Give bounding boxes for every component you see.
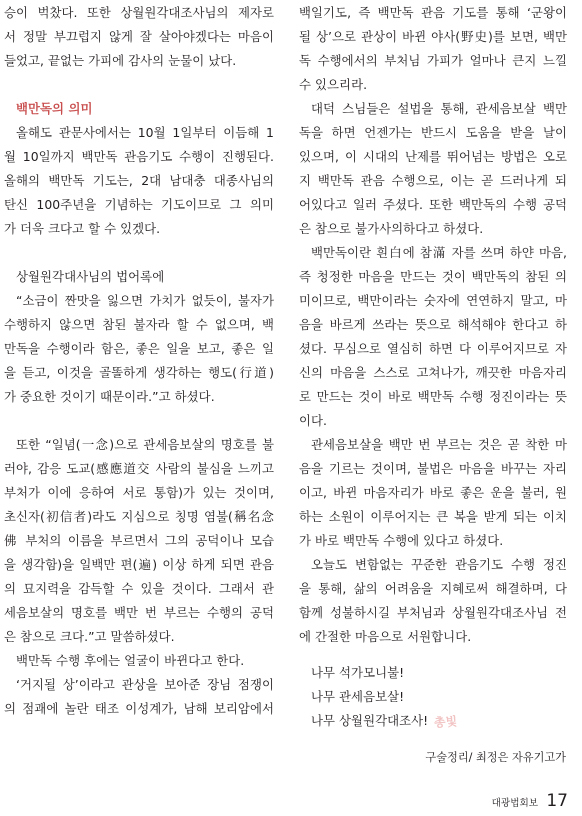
body-text-line: 대덕 스님들은 설법을 통해, 관세음보살 백만	[311, 101, 567, 116]
body-text-line: 함께 성불하시길 부처님과 상월원각대조사님 전	[299, 605, 567, 620]
body-text-line: 하는 소원이 이루어지는 큰 복을 받게 되는 이치	[299, 509, 567, 524]
body-text-line: 이고, 바뀐 마음자리가 바로 좋은 운을 불러, 원	[299, 485, 567, 500]
body-text-line: 상월원각대사님의 법어록에	[16, 269, 165, 284]
body-text-line: 로 만드는 것이 바로 백만독 수행 정진이라는 뜻	[299, 389, 567, 404]
body-text-line: 수행하지 않으면 참된 불자라 할 수 없으며, 백	[4, 317, 274, 332]
body-text-line: 을 듣고, 이것을 골똘하게 생각하는 행도(行道)	[4, 365, 274, 380]
body-text-line: 가 중요한 것이기 때문이라.”고 하셨다.	[4, 389, 215, 404]
body-text-line: 월 10일까지 백만독 관음기도 수행이 진행된다.	[4, 149, 274, 164]
body-text-line: 수 있으리라.	[299, 77, 368, 92]
body-text-line: 독을 하면 언젠가는 반드시 도움을 받을 날이	[299, 125, 567, 140]
body-text-line: 될 상’으로 관상이 바뀐 야사(野史)를 보면, 백만	[299, 29, 567, 44]
body-text-line: 또한 “일념(一念)으로 관세음보살의 명호를 불	[16, 437, 274, 452]
body-text-line: 은 참으로 불가사의하다고 하셨다.	[299, 221, 484, 236]
body-text-line: 에 간절한 마음으로 서원합니다.	[299, 629, 472, 644]
body-text-line: 있으며, 이 시대의 난제를 뛰어넘는 방법은 오로	[299, 149, 567, 164]
chant-line: 나무 석가모니불!	[311, 665, 405, 680]
body-text-line: 탄신 100주년을 기념하는 기도이므로 그 의미	[4, 197, 274, 212]
body-text-line: 백만독이란 흰白에 참滿 자를 쓰며 하얀 마음,	[311, 245, 567, 260]
chant-line: 나무 관세음보살!	[311, 689, 405, 704]
section-heading: 백만독의 의미	[16, 101, 93, 116]
chant-text: 나무 상월원각대조사!	[311, 713, 429, 728]
body-text-line: 서 정말 부끄럽지 않게 잘 살아야겠다는 마음이	[4, 29, 274, 44]
body-text-line: 세음보살의 명호를 백만 번 부르는 수행의 공덕	[4, 605, 274, 620]
body-text-line: 백만독 수행 후에는 얼굴이 바뀐다고 한다.	[16, 653, 245, 668]
page-number: 17	[546, 791, 568, 811]
body-text-line: 을 생각함)을 일백만 편(遍) 이상 하게 되면 관음	[4, 557, 274, 572]
body-text-line: 들었고, 끝없는 가피에 감사의 눈물이 났다.	[4, 53, 237, 68]
body-text-line: 의 묘지력을 감득할 수 있을 것이다. 그래서 관	[4, 581, 274, 596]
body-text-line: 셨다. 무심으로 열심히 하면 다 이루어지므로 자	[299, 341, 567, 356]
body-text-line: “소금이 짠맛을 잃으면 가치가 없듯이, 불자가	[16, 293, 274, 308]
body-text-line: 음을 기르는 것이며, 불법은 마음을 바꾸는 자리	[299, 461, 567, 476]
body-text-line: 백일기도, 즉 백만독 관음 기도를 통해 ‘군왕이	[299, 5, 567, 20]
body-text-line: 올해도 관문사에서는 10월 1일부터 이듬해 1	[16, 125, 274, 140]
chant-line	[299, 708, 567, 733]
body-text-line: 지 백만독 관음 수행으로, 이는 곧 드러나게 되	[299, 173, 567, 188]
body-text-line: 러야, 감응 도교(感應道交 사람의 불심을 느끼고	[4, 461, 274, 476]
body-text-line: 미이므로, 백만이라는 숫자에 연연하지 말고, 마	[299, 293, 567, 308]
body-text-line: 은 참으로 크다.”고 말씀하셨다.	[4, 629, 175, 644]
body-text-line: 의 점괘에 놀란 태조 이성계가, 남해 보리암에서	[4, 701, 274, 716]
body-text-line: 부처가 이에 응하여 서로 통함)가 있는 것이며,	[4, 485, 274, 500]
body-text-line: 승이 벅찼다. 또한 상월원각대조사님의 제자로	[4, 5, 274, 20]
body-text-line: ‘거지될 상’이라고 관상을 보아준 장님 점쟁이	[16, 677, 274, 692]
body-text-line: 즉 청정한 마음을 만드는 것이 백만독의 참된 의	[299, 269, 567, 284]
body-text-line: 어있다고 일러 주셨다. 또한 백만독의 수행 공덕	[299, 197, 567, 212]
body-text-line: 가 바로 백만독 수행에 있다고 하셨다.	[299, 533, 504, 548]
body-text-line: 관세음보살을 백만 번 부르는 것은 곧 착한 마	[311, 437, 567, 452]
body-text-line: 佛 부처의 이름을 부르면서 그의 공덕이나 모습	[4, 533, 274, 548]
body-text-line: 만독을 수행이라 함은, 좋은 일을 보고, 좋은 일	[4, 341, 274, 356]
body-text-line: 오늘도 변함없는 꾸준한 관음기도 수행 정진	[311, 557, 567, 572]
magazine-name: 대광법회보	[491, 798, 538, 809]
body-text-line: 독 수행에서의 부처님 가피가 얼마나 큰지 느낄	[299, 53, 567, 68]
body-text-line: 초신자(初信者)라도 지심으로 칭명 염불(稱名念	[4, 509, 274, 524]
body-text-line: 가 더욱 크다고 할 수 있겠다.	[4, 221, 161, 236]
body-text-line: 올해의 백만독 기도는, 2대 남대충 대종사님의	[4, 173, 274, 188]
body-text-line: 신의 마음을 스스로 고쳐나가, 깨끗한 마음자리	[299, 365, 567, 380]
author-credit: 구술정리/ 최정은 자유기고가	[425, 751, 566, 764]
body-text-line: 음을 바르게 쓰라는 뜻으로 해석해야 한다고 하	[299, 317, 567, 332]
publication-logo-mark: 총빛	[433, 713, 458, 730]
body-text-line: 이다.	[299, 413, 328, 428]
body-text-line: 을 통해, 삶의 어려움을 지혜로써 해결하며, 다	[299, 581, 567, 596]
